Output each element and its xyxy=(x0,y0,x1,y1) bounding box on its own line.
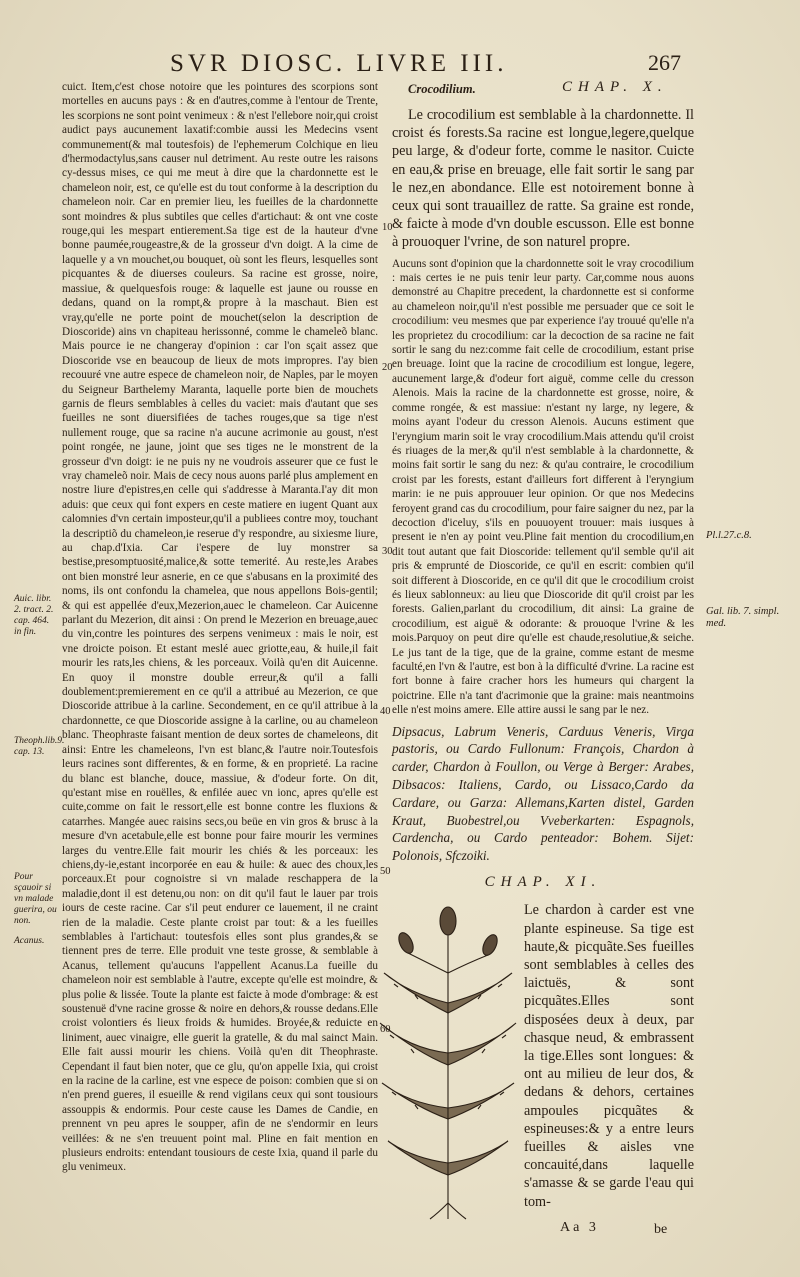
signature-mark: Aa 3 xyxy=(560,1220,599,1236)
line-number: 50 xyxy=(380,866,391,877)
chapter-heading xyxy=(392,80,694,106)
left-paragraph: cuict. Item,c'est chose notoire que les pointures des scorpions sont mortelles en aucuns pays : & en d'autres,comme à l'entour de Trente, les scorpions ne sont point venimeux : & n'est l'ellebore noir,qui croist audict pays aucunement laxatif:combie aussi les Medecins vsent communement(& mal toutesfois) de l'ephemerum Colchique en lieu d'hermodactylus,sans causer nul detriment. Au reste outre les raisons cy-dessus mises, ce qui me meut à dire que la chardonnette est le chameleon noir, est, ce qu'elle est du tout conforme à la description du chameleon noir. Car en premier lieu, les fueilles de la chardonnette sont moindres & plus subtiles que celles d'artichaut: & ont vne coste rouge,qui les mespart entierement.Sa tige est de la hauteur d'vne bonne paumée,rougeastre,& de la grosseur d'vn doigt. A la cime de laquelle y a vn mouchet,ou bouquet, où sont les fleurs, lesquelles sont picquantes & de diuerses couleurs. Sa racine est grosse, noire, massiue, & quelquesfois rouge: & laquelle est jaune ou rousse en dedans, quand on la rompt,& propre à la maschaut. Bien est vray,qu'elle ne porte point de mouchet(selon la description de Dioscoride) ains vn chapiteau herissonné, comme le chameleõ blanc. Mais pource ie ne changeray d'opinion : car l'on sçait assez que Dioscoride vse en beaucoup de lieux de mots impropres. I'ay bien recouuré vne autre espece de chameleon noir, de Naples, par le moyen du Seigneur Barthelemy Maranta, laquelle porte bien de mouchets garnis de fleurs semblables à celles du vaciet: mais d'autant que ses fueilles ne sont diuersifiées de taches rouges,que sa tige n'est nullement rouge, que sa racine n'a aucune acrimonie au goust, n'est point rongée, ne jaune, joint que ses tiges ne le monstrent de la grosseur d'vn doigt: ie ne puis ny ne voudrois asseurer que ce fust le vray chameleõ noir. Mais de cecy nous auons parlé plus amplement en nostre liure d'epistres,en celle qui s'addresse à Maranta.I'ay dit mon aduis: que ceux qui font expers en ceste matiere en iugent Quant aux calomnies d'vn certain imposteur,qu'il a publiees contre moy, touchant la descriptiõ du chameleon,ie reserue d'y respondre, au sixiesme liure, au chap.d'Ixia. Car i'espere de luy monstrer sa bestise,presomptuosité,malice,& sotte temerité. Au reste,les Arabes ont bien monstré leur asnerie, en ce que s'abusans en la proximité des noms, ils ont confondu la chamelea, que nous appellons Bois-gentil; & qui est appellée d'eux,Mezerion,auec le chameleon. Car Auicenne parlant du Mezerion, dit ainsi : On prend le Mezerion en breuage,auec du vin,contre les pointures des serpens venimeux : mais le noir, est vne droicte poison. Et estant meslé auec griotte,eau, & huile,il fait mourir les rats,les chiens, & les porceaux. Voilà qu'en dit Auicenne. En quoy il monstre double erreur,& qu'il a falli doublement:premierement en ce qu'il a attribué au Mezerion, ce que Dioscoride attribue à la carline. Secondement, en ce qu'il attribue à la chardonnette, ce que Dioscoride assigne à la carline, ou au chameleon blanc. Theophraste faisant mention de deux sortes de chameleons, dit ainsi: Entre les chameleons, l'vn est blanc,& l'autre noir.Toutesfois leurs racines sont differentes, & en forme, & en proprieté. La racine du blanc est blanche, douce, massiue, & d'odeur forte. On dit, qu'estant mise en rouëlles, & enfilée auec vn ionc, apres qu'elle est cuite,comme on fait le ressort,elle est bonne contre les fluxions & catarrhes. Mangée auec raisins secs,ou beüe en vin gros & brusc à la mesure d'vn acetabule,elle est bonne pour faire mourir les vermines larges du ventre.Elle fait mourir les chiés & les porceaux: les chiens,dy-ie,estant incorporée en eau & huile: & auec des choux,les porceaux.Et pour cognoistre si vn malade reschappera de la maladie,dont il est detenu,ou non: on dit qu'il faut le lauer par trois iours de ceste racine. Car s'il peut endurer ce lauement, il ne craint rien de la maladie. Ceste plante croist par tout: & a les fueilles semblables à l'artichaut: toutesfois elles sont plus grandes,& se tiennent pres de terre. Elle produit vne teste grosse, & semblable à Acanus, tellement qu'aucuns l'appellent Acanus.La fueille du chameleon noir est semblable à l'autre, excepte qu'elle est moindre, & plus polie & lissée. Toute la plante est faicte à mode d'ombrage: & est soustenuë d'vne racine grosse & noire en dehors,& rousse dedans.Elle croist volontiers és lieux froids & humides. Broyée,& reduicte en liniment, auec vinaigre, elle guerit la gratelle, & du mal sainct Main. Elle fait aussi mourir les chiens. Voilà qu'en dit Theophraste. Cependant il faut bien noter, que ce glu, qu'on appelle Ixia, qui croist en la racine de la carline, est vne espece de poison: combien que si on n'en prend gueres, il esueille & rend vigilans ceux qui sont tousiours assouppis & endormis. Pour ceste cause les Dames de Candie, en prennent vn peu apres le soupper, afin de ne s'endormir en leurs veillées: & ne s'en treuuent point mal. Pline en fait mention en plusieurs endroits: entendant tousiours de ceste Ixia, quand il parle du glu venimeux. xyxy=(62,81,378,1174)
teasel-plant-icon xyxy=(378,903,518,1221)
margin-note: Theoph.lib.9. cap. 13. xyxy=(14,736,65,757)
line-number: 30 xyxy=(382,546,393,557)
plant-names: Dipsacus, Labrum Veneris, Carduus Veneris, Virga pastoris, ou Cardo Fullonum: François, Chardon à carder, Chardon à Foullon, ou Verge à Berger: Arabes, Dibsacos: Italiens, Cardo, ou Lissaco,Cardo da Cardare, ou Garza: Allemans,Karten distel, Garden Kraut, Buobestrel,ou Vveberkarten: Espagnols, Cardencha, ou Cardo penteador: Bohem. Sijet: Polonois, Sfczoiki. xyxy=(392,723,694,864)
left-text-column xyxy=(62,80,378,1175)
commentary-text: Aucuns sont d'opinion que la chardonnette soit le vray crocodilium : mais certes ie ne puis tenir leur party. Car,comme nous auons demonstré au Chapitre precedent, la chardonnette est si conforme au chameleon noir,qu'il n'est possible me persuader que ce soit le crocodilium: veu mesmes que par experience i'ay trouué qu'elle n'a les proprietez du crocodilium: car la decoction de sa racine ne fait sortir le sang du nez:comme fait celle de crocodilium, estant prise en breuage. Ioint que la racine de crocodilium est longue, legere, aucunement large,& d'odeur fort aiguë, comme celle du cresson Alenois. Mais la racine de la chardonnette est grosse, noire, & comme rongée, & est massiue: n'estant ny large, ny legere, & moins ayant l'odeur du cresson Alenois. Aucuns estiment que l'eryngium marin soit le vray crocodilium.Mais attendu qu'il croist és riuages de la mer,& qu'il n'est semblable à la chardonnette, & moins fait sortir le sang du nez: & qu'au contraire, le crocodilium croist par les forests, estant d'ailleurs fort different à l'eryngium marin: ie ne puis approuuer leur opinion. Or que nos Medecins feroyent grand cas du crocodilium, pour faire saigner du nez, par la decoction d'iceluy, s'ils en pouuoyent trouuer: mais iusques à present ie n'en ay point veu.Pline fait mention du crocodilium,en dit tout autant que fait Dioscoride: tellement qu'il semble qu'il ait pris & emprunté de Dioscoride, ce qu'il en escrit: combien qu'il soit different à Dioscoride, en ce qu'il dit que le crocodilium croist és lieux sablonneux: au lieu que Dioscoride dit qu'il croist par les forests. Galien,parlant du crocodilium, dit ainsi: La graine de crocodilium, est aiguë & odorante: & prouoque l'vrine & les mois.Parquoy on peut dire qu'elle est chaude,resolutiue,& seiche. Le jus tant de la tige, que de la graine, comme estant de mesme faculté,en l'vn & l'autre, est bon à la difficulté d'vrine. La racine est fort bonne à faire cracher hors les humeurs qui chargent la poictrine. Elle n'a tant d'acrimonie que la graine: mais neantmoins elle n'est moins amere. Elle attire aussi le sang par le nez. xyxy=(392,257,694,717)
line-number: 20 xyxy=(382,362,393,373)
catchword: be xyxy=(654,1222,668,1237)
page-number: 267 xyxy=(648,50,681,75)
chapter-label: CHAP. X. xyxy=(562,79,668,95)
chapter-title: Crocodilium. xyxy=(408,82,476,96)
right-text-column xyxy=(392,79,694,1236)
margin-note: Gal. lib. 7. simpl. med. xyxy=(706,606,780,629)
line-number: 40 xyxy=(380,706,391,717)
chapter-text: Le chardon à carder est vne plante espineuse. Sa tige est haute,& picquãte.Ses fueilles sont semblables à celles des laictuës, & sont picquãtes.Elles sont disposées deux à deux, par chasque neud, & embrassent la tige.Elles sont longues: & ont au milieu de leur dos, & dedans & dehors, certaines ampoules picquãtes & espineuses:& y a entre leurs fueilles & aisles vne concauité,dans laquelle s'amasse & se garde l'eau qui tom- xyxy=(524,902,694,1210)
margin-note: Acanus. xyxy=(14,936,45,946)
running-title: SVR DIOSC. LIVRE III. xyxy=(170,50,508,77)
chapter-label: CHAP. XI. xyxy=(484,874,602,890)
chapter-xi-block xyxy=(392,901,694,1221)
line-number: 60 xyxy=(380,1024,391,1035)
margin-note: Pl.l.27.c.8. xyxy=(706,530,752,541)
margin-note: Pour sçauoir si vn malade guerira, ou non. xyxy=(14,872,57,926)
chapter-text: Le crocodilium est semblable à la chardonnette. Il croist és forests.Sa racine est longue,legere,quelque peu large, & d'odeur forte, comme le nasitor. Cuicte en eau,& prise en breuage, elle fait sortir le sang par le nez,en abondance. Elle est notoirement bonne à ceux qui sont trauaillez de ratte. Sa graine est ronde, & faicte à mode d'vn double escusson. Elle est bonne à prouoquer l'vrine, de son naturel propre. xyxy=(392,107,694,251)
margin-note: Auic. libr. 2. tract. 2. cap. 464. in fin. xyxy=(14,594,54,637)
line-number: 10 xyxy=(382,222,393,233)
